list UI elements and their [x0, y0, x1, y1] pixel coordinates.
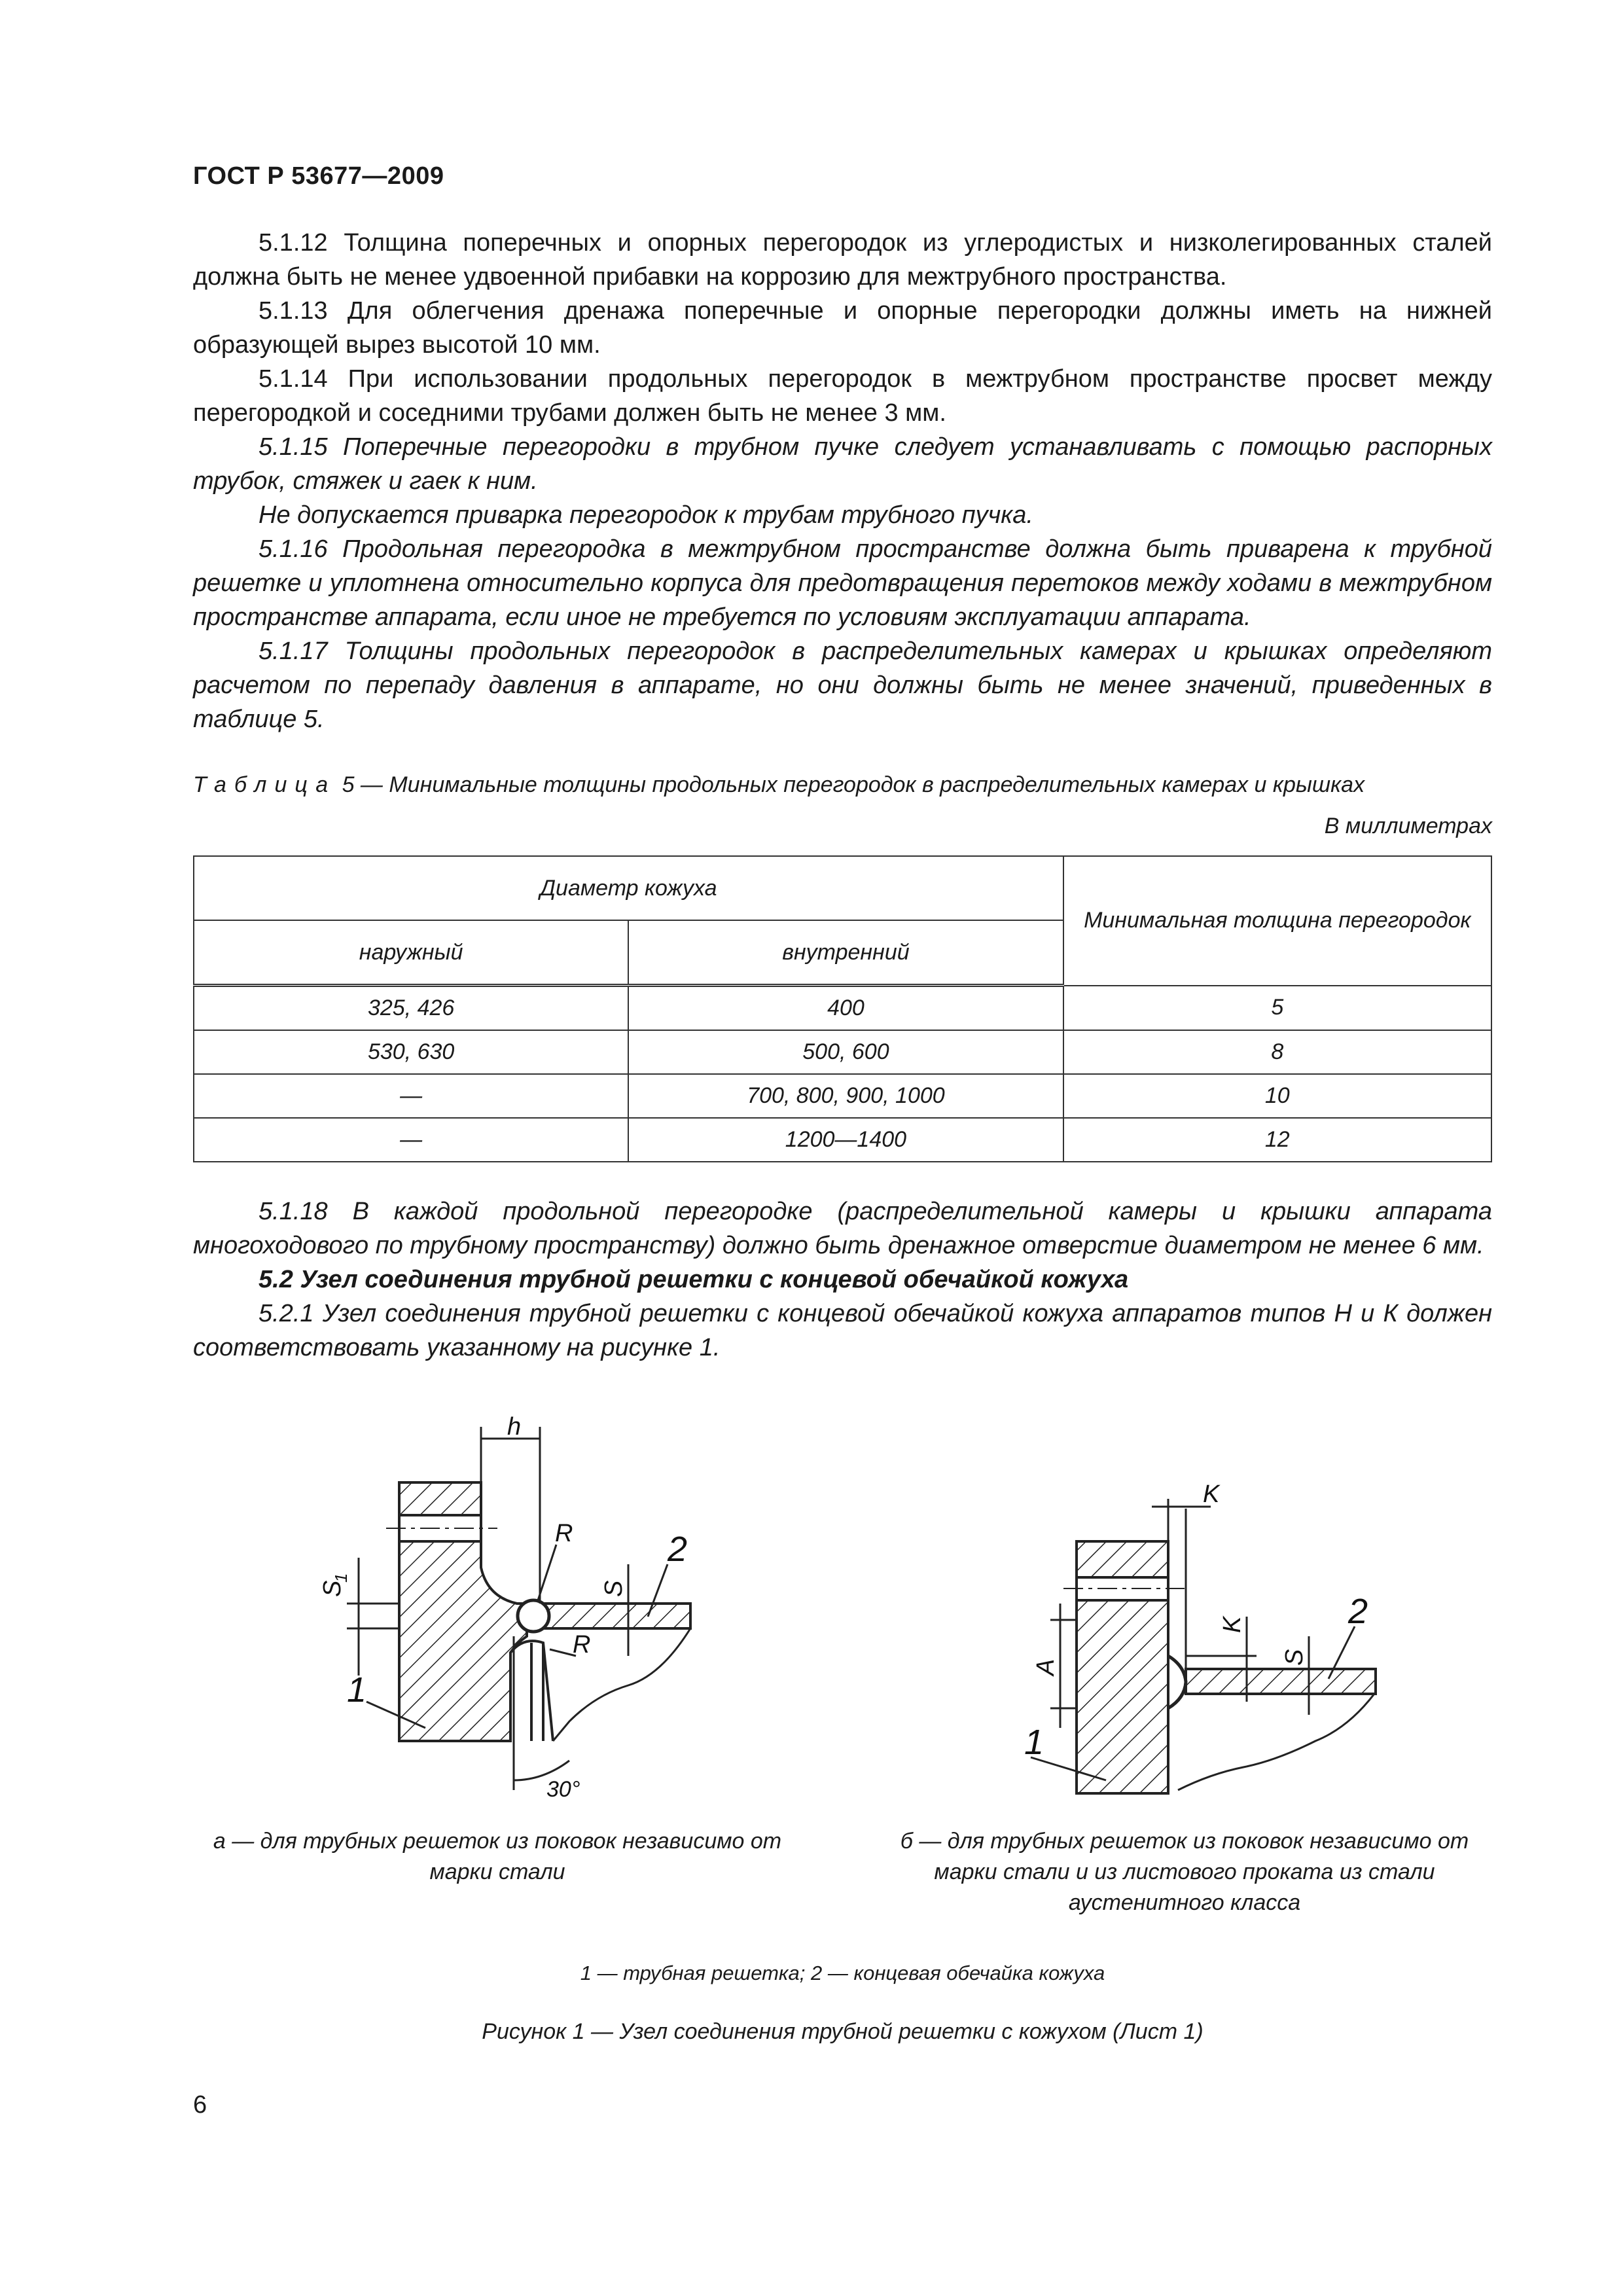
paragraph-5-1-16: 5.1.16 Продольная перегородка в межтрубном пространстве должна быть приварена к трубной решетке и уплотнена относительно корпуса для предотвращения перетоков между ходами в межтрубном пространстве аппарата, если иное не требуется по условиям эксплуатации аппарата.	[193, 535, 1492, 631]
shell-plate	[527, 1604, 690, 1628]
figure-legend: 1 — трубная решетка; 2 — концевая обечайка кожуха	[580, 1962, 1105, 1984]
table-cell: —	[194, 1074, 628, 1118]
tubesheet-b-main	[1077, 1600, 1168, 1793]
table-cell: —	[194, 1118, 628, 1162]
label-s-b: S	[1281, 1649, 1308, 1666]
table-caption-label: Таблица	[193, 772, 336, 797]
paragraph-5-1-12: 5.1.12 Толщина поперечных и опорных перегородок из углеродистых и низколегированных сталей должна быть не менее удвоенной прибавки на коррозию для межтрубного пространства.	[193, 229, 1492, 291]
weld-bead	[518, 1600, 549, 1632]
table-caption	[193, 772, 1495, 798]
table-row	[194, 1118, 1491, 1162]
label-shell-b-2: 2	[1348, 1592, 1368, 1631]
table-caption-text: 5 — Минимальные толщины продольных перегородок в распределительных камерах и крышках	[336, 772, 1365, 797]
table-5	[193, 855, 1492, 1162]
label-r-bottom: R	[573, 1631, 591, 1659]
table-cell: 12	[1063, 1118, 1491, 1162]
figure-1-drawing	[0, 1407, 1623, 1826]
figure-b	[1031, 1499, 1376, 1793]
tubesheet-top-section	[399, 1482, 481, 1515]
body-text	[193, 226, 1492, 736]
table-cell: 8	[1063, 1030, 1491, 1074]
label-r-top: R	[555, 1520, 573, 1547]
table-row	[194, 1074, 1491, 1118]
label-s1-sub: 1	[331, 1573, 351, 1583]
section-heading-5-2: 5.2 Узел соединения трубной решетки с концевой обечайкой кожуха	[259, 1266, 1129, 1293]
label-tubesheet-1: 1	[347, 1670, 367, 1710]
document-header: ГОСТ Р 53677—2009	[193, 162, 444, 190]
tubesheet-b-top	[1077, 1541, 1168, 1577]
table-row	[194, 986, 1491, 1031]
figure-title: Рисунок 1 — Узел соединения трубной решетки с кожухом (Лист 1)	[482, 2019, 1204, 2044]
paragraph-5-1-13: 5.1.13 Для облегчения дренажа поперечные и опорные перегородки должны иметь на нижней образующей вырез высотой 10 мм.	[193, 297, 1492, 359]
caption-figure-b: б — для трубных решеток из поковок независимо от марки стали и из листового проката из стали аустенитного класса	[900, 1829, 1469, 1915]
label-shell-2: 2	[668, 1530, 688, 1569]
label-s1: S	[319, 1580, 346, 1597]
paragraph-5-1-15: 5.1.15 Поперечные перегородки в трубном пучке следует устанавливать с помощью распорных трубок, стяжек и гаек к ним.	[193, 433, 1492, 495]
paragraph-5-2-1: 5.2.1 Узел соединения трубной решетки с концевой обечайкой кожуха аппаратов типов Н и К должен соответствовать указанному на рисунке 1.	[193, 1300, 1492, 1361]
table-cell: 325, 426	[194, 986, 628, 1031]
table-head-inner: внутренний	[628, 920, 1063, 986]
label-k-top: K	[1203, 1480, 1220, 1508]
page-number: 6	[193, 2091, 207, 2119]
table-head-diameter: Диаметр кожуха	[194, 856, 1063, 920]
paragraph-5-1-17: 5.1.17 Толщины продольных перегородок в распределительных камерах и крышках определяют расчетом по перепаду давления в аппарате, но они должны быть не менее значений, приведенных в таблице 5.	[193, 637, 1492, 733]
caption-figure-a: а — для трубных решеток из поковок независимо от марки стали	[213, 1829, 782, 1884]
figure-a	[347, 1427, 690, 1790]
table-cell: 5	[1063, 986, 1491, 1031]
table-head-min-thickness: Минимальная толщина перегородок	[1063, 856, 1491, 986]
paragraph-5-1-18: 5.1.18 В каждой продольной перегородке (распределительной камеры и крышки аппарата многоходового по трубному пространству) должно быть дренажное отверстие диаметром не менее 6 мм.	[193, 1198, 1492, 1259]
table-cell: 1200—1400	[628, 1118, 1063, 1162]
table-cell: 700, 800, 900, 1000	[628, 1074, 1063, 1118]
tubesheet-main-section	[399, 1541, 527, 1741]
table-cell: 400	[628, 986, 1063, 1031]
table-units: В миллиметрах	[1324, 814, 1492, 838]
label-h: h	[507, 1413, 522, 1441]
label-k-side: K	[1219, 1616, 1246, 1633]
label-tubesheet-b-1: 1	[1024, 1723, 1044, 1762]
label-angle: 30°	[546, 1777, 580, 1802]
table-cell: 10	[1063, 1074, 1491, 1118]
label-a: A	[1032, 1659, 1060, 1676]
table-head-outer: наружный	[194, 920, 628, 986]
table-row	[194, 1030, 1491, 1074]
after-table-text	[193, 1194, 1492, 1365]
table-cell: 500, 600	[628, 1030, 1063, 1074]
label-s: S	[600, 1580, 628, 1597]
weld-b	[1168, 1656, 1186, 1708]
table-cell: 530, 630	[194, 1030, 628, 1074]
shell-b-plate	[1186, 1669, 1376, 1694]
paragraph-5-1-14: 5.1.14 При использовании продольных перегородок в межтрубном пространстве просвет между перегородкой и соседними трубами должен быть не менее 3 мм.	[193, 365, 1492, 427]
paragraph-5-1-15-note: Не допускается приварка перегородок к трубам трубного пучка.	[259, 501, 1033, 529]
